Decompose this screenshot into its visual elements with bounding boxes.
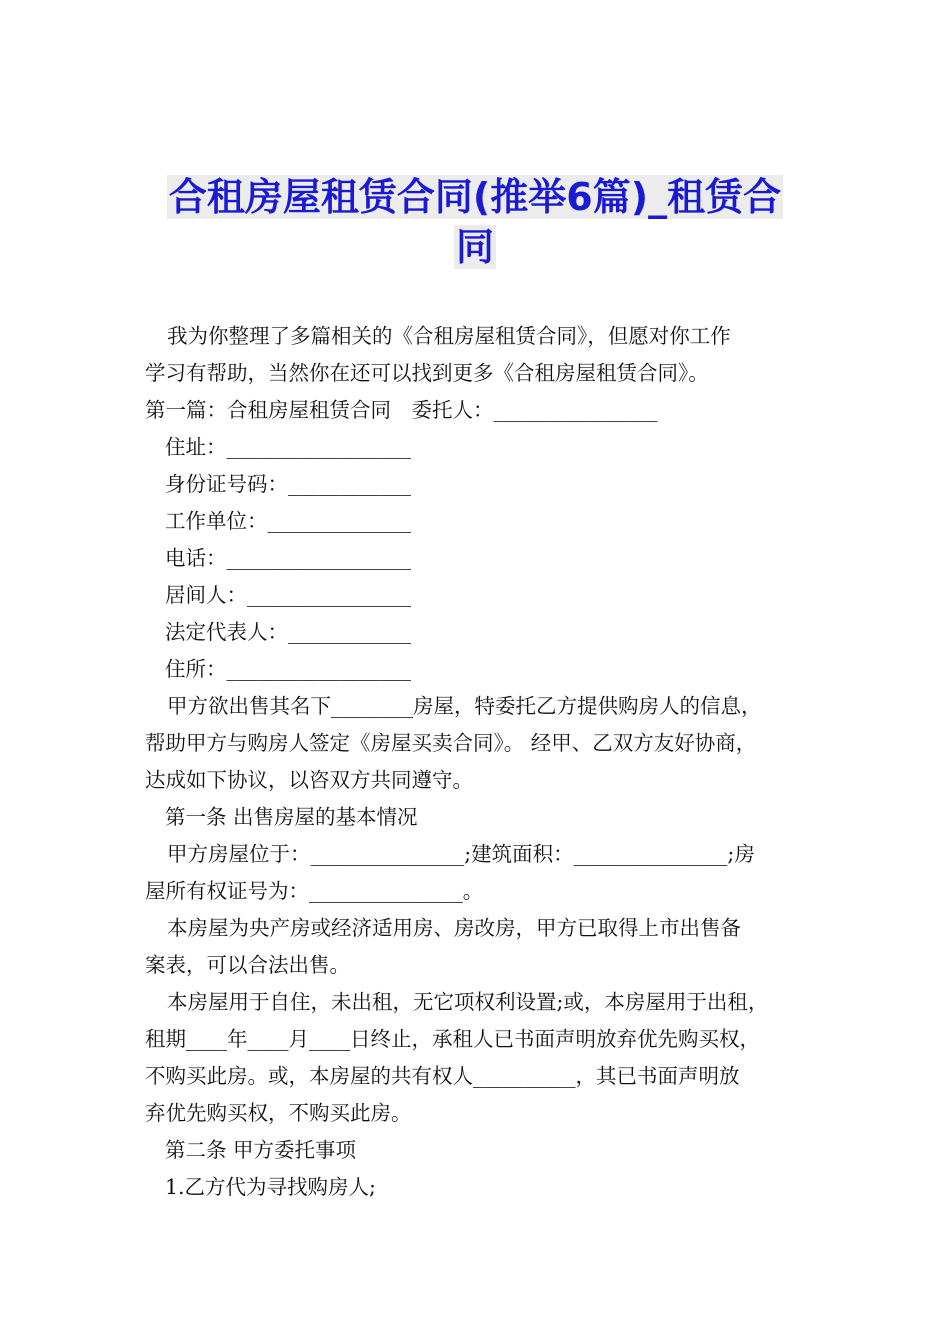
field-work-unit: 工作单位：______________ xyxy=(165,509,411,533)
intro-line-1: 我为你整理了多篇相关的《合租房屋租赁合同》，但愿对你工作 xyxy=(167,324,731,348)
para-c-line-3: 不购买此房。或，本房屋的共有权人__________，其已书面声明放 xyxy=(145,1064,740,1088)
para-a-line-3: 达成如下协议，以咨双方共同遵守。 xyxy=(145,768,473,792)
document-title xyxy=(150,172,800,272)
para-a-line-2: 帮助甲方与购房人签定《房屋买卖合同》。 经甲、乙双方友好协商， xyxy=(145,731,757,755)
part1-header: 第一篇：合租房屋租赁合同 委托人：________________ xyxy=(145,398,658,422)
field-id-number: 身份证号码：____________ xyxy=(165,472,411,496)
article-1-line-1: 甲方房屋位于：_______________;建筑面积：_______________;房 xyxy=(167,842,755,866)
para-c-line-1: 本房屋用于自住，未出租，无它项权利设置;或，本房屋用于出租， xyxy=(167,990,769,1014)
para-c-line-2: 租期____年____月____日终止，承租人已书面声明放弃优先购买权， xyxy=(145,1027,760,1051)
field-address: 住址：__________________ xyxy=(165,435,411,459)
article-2-title: 第二条 甲方委托事项 xyxy=(165,1138,357,1162)
article-2-item-1: 1.乙方代为寻找购房人; xyxy=(165,1175,376,1199)
para-b-line-1: 本房屋为央产房或经济适用房、房改房，甲方已取得上市出售备 xyxy=(167,916,741,940)
field-agent: 居间人：________________ xyxy=(165,583,411,607)
title-line-1: 合租房屋租赁合同(推举6篇)_租赁合 xyxy=(168,175,782,219)
para-b-line-2: 案表，可以合法出售。 xyxy=(145,953,350,977)
field-legal-rep: 法定代表人：____________ xyxy=(165,620,411,644)
article-1-title: 第一条 出售房屋的基本情况 xyxy=(165,805,418,829)
document-body xyxy=(145,318,820,1206)
para-a-line-1: 甲方欲出售其名下________房屋，特委托乙方提供购房人的信息， xyxy=(167,694,762,718)
article-1-line-2: 屋所有权证号为：_______________。 xyxy=(145,879,484,903)
intro-line-2: 学习有帮助，当然你在还可以找到更多《合租房屋租赁合同》。 xyxy=(145,361,709,385)
field-phone: 电话：__________________ xyxy=(165,546,411,570)
field-domicile: 住所：__________________ xyxy=(165,657,411,681)
para-c-line-4: 弃优先购买权，不购买此房。 xyxy=(145,1101,412,1125)
title-line-2: 同 xyxy=(455,225,494,269)
